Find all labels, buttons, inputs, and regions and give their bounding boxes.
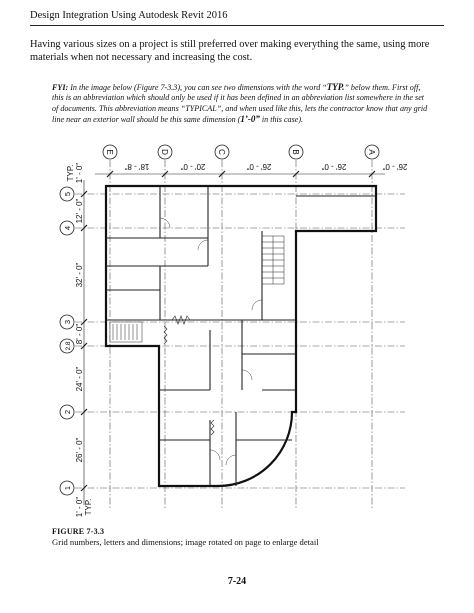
typ-bottom-label: TYP. [84,498,93,516]
left-dimension-2: 32' - 0" [75,262,84,288]
left-dimension-4: 24' - 0" [75,366,84,392]
grid-number-3: 3 [63,319,72,325]
left-dimension-5: 26' - 0" [75,437,84,463]
left-dimension-1: 12' - 0" [75,198,84,224]
typ-top-label: TYP. [66,164,75,182]
grid-letter-d: D [160,149,169,155]
exterior-walls [106,186,376,486]
typ-bottom-dimension: 1' - 0" [75,496,84,518]
top-dimension-1: 18' - 8" [124,162,150,171]
figure-label: FIGURE 7-3.3 [52,527,105,536]
grid-number-2-8: 2.8 [65,341,72,351]
top-dimension-4: 26' - 0" [321,162,347,171]
hatched-area [110,322,142,342]
fyi-text-2: ” below them. First off, this is an abbreviation which should only be used if it has been defined in an abbreviation list somewhere in the set of documents. This abbreviation means “TYPICAL”, and when used like this, lets the contractor know that any grid line near an exterior wall should be this same dimension ( [52,83,428,125]
body-paragraph: Having various sizes on a project is still preferred over making everything the same, using more materials when not necessary and increasing the cost. [30,39,430,63]
grid-number-bubbles [60,187,74,495]
grid-number-5: 5 [63,191,72,197]
grid-letter-c: C [217,149,226,155]
grid-letter-bubbles [103,145,379,159]
stair [262,236,284,284]
grid-number-1: 1 [63,485,72,491]
fyi-typ-term: TYP. [326,82,345,92]
grid-letter-e: E [105,149,114,155]
fyi-lead: FYI: [52,83,69,92]
left-dimension-3: 8' - 0" [75,323,84,345]
figure-caption: Grid numbers, letters and dimensions; image rotated on page to enlarge detail [52,537,319,547]
grid-number-2: 2 [63,409,72,415]
door-swings [160,218,262,465]
top-dimension-2: 20' - 0" [180,162,206,171]
grid-number-4: 4 [63,225,72,231]
top-dimension-5: 26' - 0" [382,162,408,171]
fyi-dimension: 1’-0” [240,114,260,125]
running-header: Design Integration Using Autodesk Revit 2016 [30,10,444,26]
grid-letter-b: B [291,149,300,155]
typ-top-dimension: 1' - 0" [75,162,84,184]
grid-letter-a: A [367,149,376,155]
top-dimension-3: 26' - 0" [246,162,272,171]
fyi-text-1: In the image below (Figure 7-3.3), you can see two dimensions with the word “ [68,83,327,92]
folding-partitions [164,316,214,435]
fyi-text-3: in this case). [259,115,304,125]
page-number: 7-24 [227,576,247,587]
